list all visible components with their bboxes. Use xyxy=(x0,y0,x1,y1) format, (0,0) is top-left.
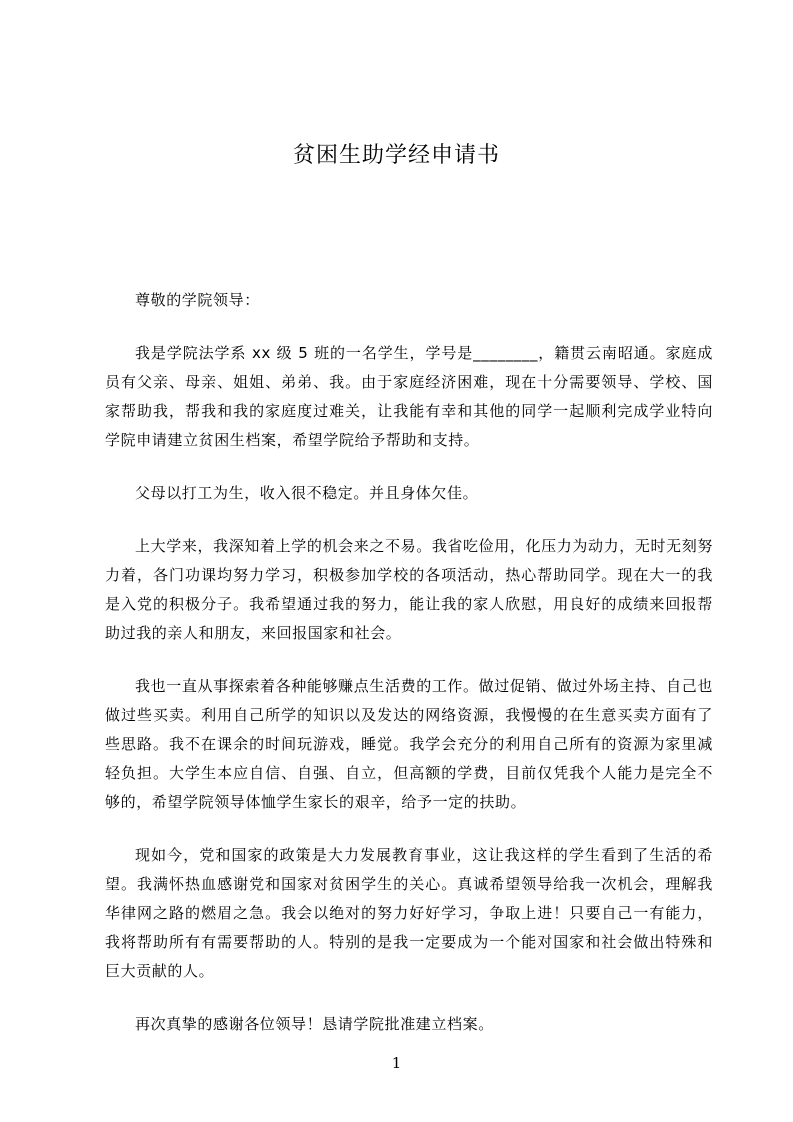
paragraph-gap xyxy=(105,508,713,532)
paragraph-gap xyxy=(105,315,713,339)
paragraph-gap xyxy=(105,817,713,841)
paragraph-gap xyxy=(105,455,713,479)
paragraph-intro: 我是学院法学系 xx 级 5 班的一名学生，学号是________，籍贯云南昭通。家庭成员有父亲、母亲、姐姐、弟弟、我。由于家庭经济困难，现在十分需要领导、学校、国家帮助我，帮我和我的家庭度过难关，让我能有幸和其他的同学一起顺利完成学业特向学院申请建立贫困生档案，希望学院给予帮助和支持。 xyxy=(105,344,713,449)
page-title: 贫困生助学经申请书 xyxy=(292,143,500,168)
page-number: 1 xyxy=(391,1054,402,1072)
paragraph-closing: 再次真挚的感谢各位领导！恳请学院批准建立档案。 xyxy=(135,1015,494,1033)
salutation: 尊敬的学院领导： xyxy=(135,291,260,309)
letter-body xyxy=(105,286,713,1039)
paragraph-policy: 现如今，党和国家的政策是大力发展教育事业，这让我这样的学生看到了生活的希望。我满怀热血感谢党和国家对贫困学生的关心。真诚希望领导给我一次机会，理解我华律网之路的燃眉之急。我会以绝对的努力好好学习，争取上进！只要自己一有能力，我将帮助所有有需要帮助的人。特别的是我一定要成为一个能对国家和社会做出特殊和巨大贡献的人。 xyxy=(105,846,713,980)
paragraph-work: 我也一直从事探索着各种能够赚点生活费的工作。做过促销、做过外场主持、自己也做过些买卖。利用自己所学的知识以及发达的网络资源，我慢慢的在生意买卖方面有了些思路。我不在课余的时间玩游戏，睡觉。我学会充分的利用自己所有的资源为家里减轻负担。大学生本应自信、自强、自立，但高额的学费，目前仅凭我个人能力是完全不够的，希望学院领导体恤学生家长的艰辛，给予一定的扶助。 xyxy=(105,677,713,811)
paragraph-study: 上大学来，我深知着上学的机会来之不易。我省吃俭用，化压力为动力，无时无刻努力着，各门功课均努力学习，积极参加学校的各项活动，热心帮助同学。现在大一的我是入党的积极分子。我希望通过我的努力，能让我的家人欣慰，用良好的成绩来回报帮助过我的亲人和朋友，来回报国家和社会。 xyxy=(105,537,713,642)
paragraph-gap xyxy=(105,648,713,672)
paragraph-parents: 父母以打工为生，收入很不稳定。并且身体欠佳。 xyxy=(135,484,479,502)
paragraph-gap xyxy=(105,986,713,1010)
